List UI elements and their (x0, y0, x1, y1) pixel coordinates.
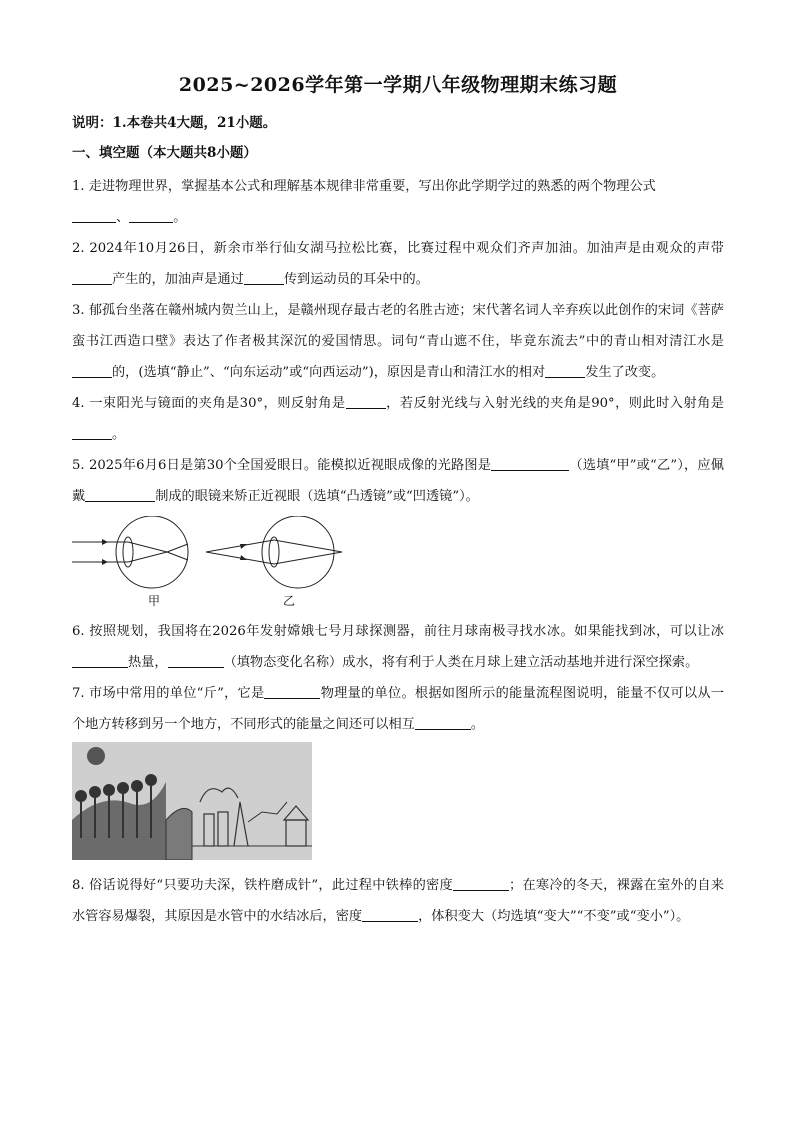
question-6-end: （填物态变化名称）成水，将有利于人类在月球上建立活动基地并进行深空探索。 (223, 655, 699, 670)
question-8-mid: ；在寒冷的冬天，裸露在室外的自来水管容易爆裂，其原因是水管中的水结冰后，密度 (72, 878, 724, 924)
question-2-text: 2. 2024年10月26日，新余市举行仙女湖马拉松比赛，比赛过程中观众们齐声加油。加油声是由观众的声带 (72, 241, 724, 256)
eye-ray-diagram (72, 516, 372, 596)
question-8-end: ，体积变大（均选填“变大”“不变”或“变小”）。 (418, 909, 690, 924)
answer-blank[interactable] (72, 208, 116, 223)
answer-blank[interactable] (346, 394, 386, 409)
question-6-mid: 热量， (128, 655, 168, 670)
question-2-end: 传到运动员的耳朵中的。 (283, 272, 429, 287)
eye-diagram-right (206, 516, 342, 588)
answer-blank[interactable] (362, 907, 418, 922)
question-7 (72, 678, 724, 740)
answer-blank[interactable] (168, 653, 224, 668)
answer-blank[interactable] (415, 715, 471, 730)
question-8-text: 8. 俗话说得好“只要功夫深，铁杵磨成针”，此过程中铁棒的密度 (72, 878, 453, 893)
question-6-text: 6. 按照规划，我国将在2026年发射嫦娥七号月球探测器，前往月球南极寻找水冰。如果能找到冰，可以让冰 (72, 624, 724, 639)
exam-page (72, 70, 724, 932)
lens-right (269, 537, 279, 567)
question-6 (72, 616, 724, 678)
exam-note: 说明：1.本卷共4大题，21小题。 (72, 115, 277, 131)
answer-blank[interactable] (453, 876, 509, 891)
question-1-end: 。 (173, 210, 187, 225)
question-5-end: 制成的眼镜来矫正近视眼（选填“凸透镜”或“凹透镜”）。 (155, 489, 479, 504)
question-5 (72, 450, 724, 512)
question-4 (72, 388, 724, 450)
question-7-end: 。 (470, 717, 485, 732)
question-1-sep: 、 (116, 210, 130, 225)
answer-blank[interactable] (244, 270, 284, 285)
answer-blank[interactable] (72, 363, 112, 378)
question-3-text: 3. 郁孤台坐落在赣州城内贺兰山上，是赣州现存最古老的名胜古迹；宋代著名词人辛弃疾以此创作的宋词《菩萨蛮书江西造口壁》表达了作者极其深沉的爱国情思。词句“青山遮不住，毕竟东流去”中的青山相对清江水是 (72, 303, 724, 349)
ray-right-bottom (206, 552, 274, 564)
answer-blank[interactable] (491, 456, 569, 471)
exam-title: 2025~2026学年第一学期八年级物理期末练习题 (178, 74, 618, 96)
eye-diagram (72, 516, 724, 612)
question-2-mid: 产生的，加油声是通过 (112, 272, 244, 287)
sun-icon (87, 747, 105, 765)
question-3 (72, 295, 724, 388)
answer-blank[interactable] (85, 487, 155, 502)
answer-blank[interactable] (72, 270, 112, 285)
question-4-mid: ，若反射光线与入射光线的夹角是90°，则此时入射角是 (385, 396, 724, 411)
question-1-text: 1. 走进物理世界，掌握基本公式和理解基本规律非常重要，写出你此学期学过的熟悉的两个物理公式 (72, 179, 656, 194)
energy-flow-picture (72, 742, 312, 860)
eyeball-right (262, 516, 334, 588)
question-7-mid: 物理量的单位。根据如图所示的能量流程图说明，能量不仅可以从一个地方转移到另一个地方，不同形式的能量之间还可以相互 (72, 686, 724, 732)
question-5-mid: （选填“甲”或“乙”），应佩戴 (72, 458, 724, 504)
caption-yi: 乙 (283, 594, 296, 608)
question-5-text: 5. 2025年6月6日是第30个全国爱眼日。能模拟近视眼成像的光路图是 (72, 458, 492, 473)
question-3-mid: 的，(选填“静止”、“向东运动”或“向西运动”)，原因是青山和清江水的相对 (112, 365, 546, 380)
question-1 (72, 171, 724, 233)
question-7-text: 7. 市场中常用的单位“斤”，它是 (72, 686, 265, 701)
question-4-text: 4. 一束阳光与镜面的夹角是30°，则反射角是 (72, 396, 346, 411)
question-3-end: 发生了改变。 (585, 365, 665, 380)
answer-blank[interactable] (545, 363, 585, 378)
ray-right-top (206, 540, 274, 552)
answer-blank[interactable] (264, 684, 320, 699)
eyeball-left (116, 516, 188, 588)
eye-diagram-left (72, 516, 188, 588)
question-8 (72, 870, 724, 932)
caption-jia: 甲 (148, 594, 161, 608)
answer-blank[interactable] (129, 208, 173, 223)
section-heading: 一、填空题（本大题共8小题） (72, 145, 257, 161)
question-4-end: 。 (112, 427, 126, 442)
answer-blank[interactable] (72, 425, 112, 440)
question-2 (72, 233, 724, 295)
answer-blank[interactable] (72, 653, 128, 668)
